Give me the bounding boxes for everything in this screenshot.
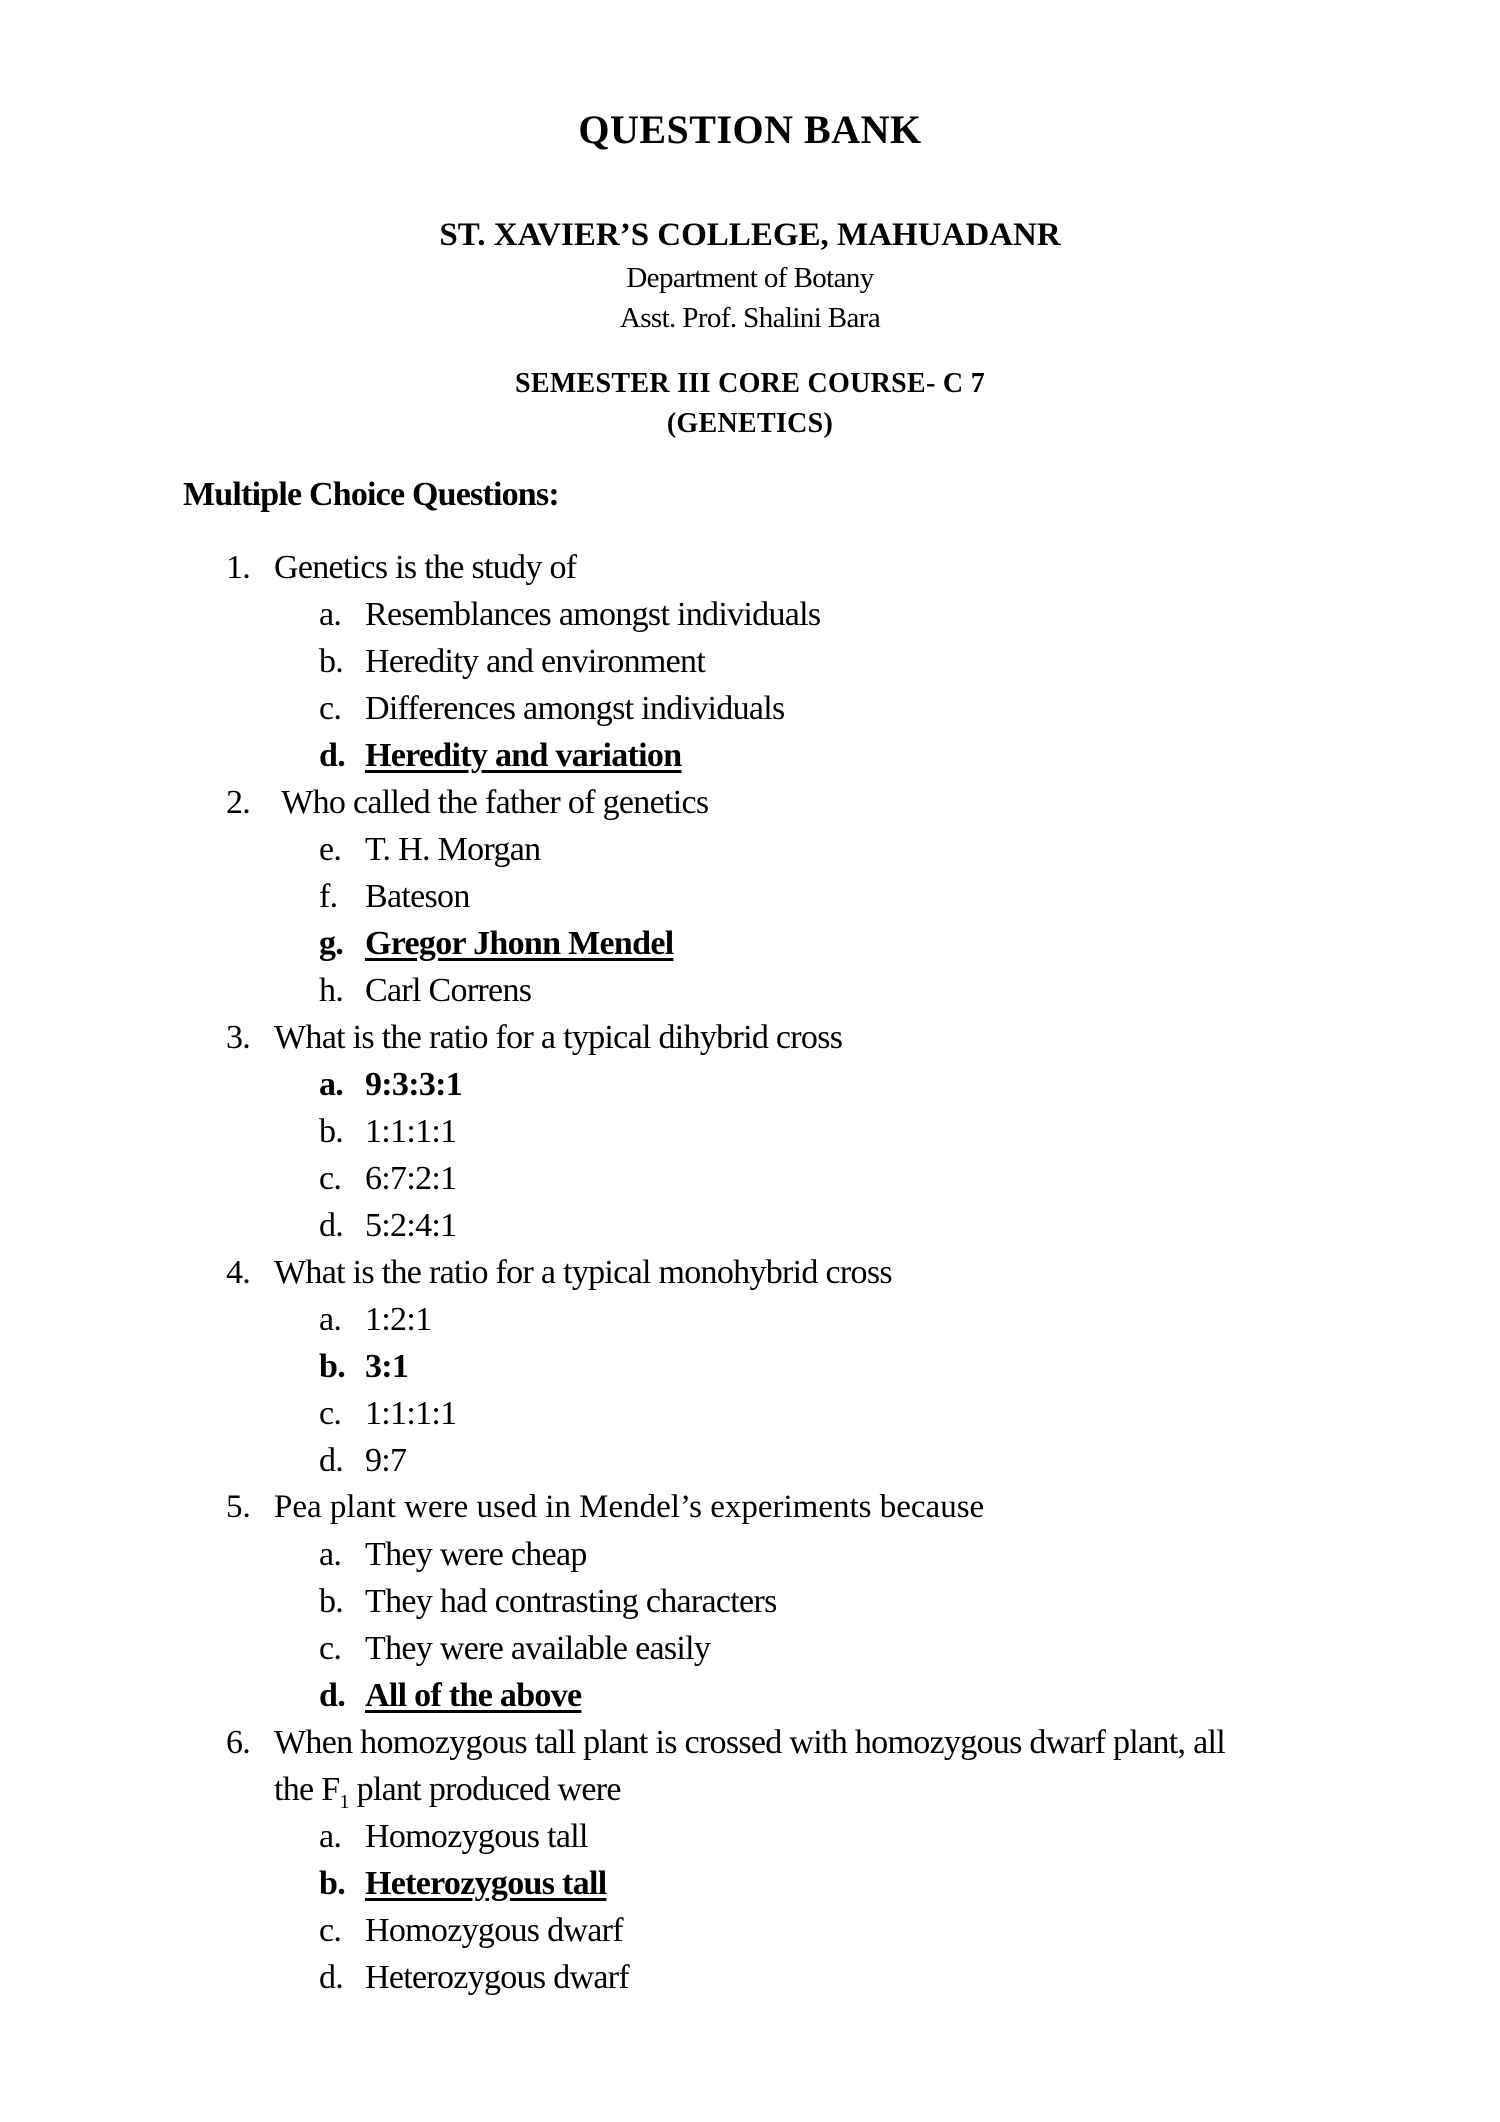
correct-option [0,732,1500,779]
option-letter: e. [319,831,342,868]
question-text: What is the ratio for a typical monohybrid cross [274,1254,892,1291]
option-text: They were cheap [365,1536,587,1573]
department: Department of Botany [626,262,874,294]
text-part: plant produced were [348,1771,621,1808]
correct-option [0,1343,1500,1390]
question [0,1484,1500,1531]
option-letter: b. [319,1583,344,1620]
option [0,685,1500,732]
correct-option [0,1672,1500,1719]
question-text: Pea plant were used in Mendel’s experiments because [274,1489,985,1525]
option-letter: d. [319,1959,344,1996]
option [0,1202,1500,1249]
question-text: What is the ratio for a typical dihybrid cross [274,1019,843,1056]
question-number: 3. [226,1019,251,1056]
option [0,638,1500,685]
option [0,1954,1500,2001]
option-text: 1:2:1 [365,1301,432,1338]
option-letter: h. [319,972,344,1009]
subscript: 1 [339,1790,349,1813]
question-text-continuation [0,1766,1500,1813]
option-letter: d. [319,1207,344,1244]
option-text: Bateson [365,878,470,915]
correct-option [0,1061,1500,1108]
option-text: Heterozygous tall [365,1865,607,1902]
option-letter: a. [319,1301,342,1338]
option [0,1578,1500,1625]
option-letter: b. [319,1348,346,1385]
question [0,1014,1500,1061]
option-letter: f. [319,878,338,915]
text-part: the F [274,1771,340,1808]
option [0,873,1500,920]
option-text: Carl Correns [365,972,532,1009]
question-number: 4. [226,1254,251,1291]
option-text: Resemblances amongst individuals [365,596,821,633]
question-number: 6. [226,1724,251,1761]
question-text: Genetics is the study of [274,549,577,586]
option-letter: b. [319,1113,344,1150]
option-text: 5:2:4:1 [365,1207,457,1244]
subject-title: (GENETICS) [666,408,834,439]
question [0,544,1500,591]
option-text: 1:1:1:1 [365,1113,457,1150]
course-title: SEMESTER III CORE COURSE- C 7 [514,368,986,399]
section-heading: Multiple Choice Questions: [183,476,559,513]
option-letter: d. [319,1442,344,1479]
option-letter: d. [319,737,346,774]
option-text: Heterozygous dwarf [365,1959,630,1996]
option-letter: c. [319,1630,342,1667]
question-text-line2 [274,1766,621,1813]
question [0,1249,1500,1296]
question [0,779,1500,826]
option-text: Heredity and variation [365,737,682,774]
option [0,1531,1500,1578]
option-text: 6:7:2:1 [365,1160,457,1197]
option-letter: a. [319,1066,344,1103]
option-text: They were available easily [365,1630,711,1667]
option-text: 9:7 [365,1442,407,1479]
option-text: 1:1:1:1 [365,1395,457,1432]
option-text: Differences amongst individuals [365,690,785,727]
option [0,1155,1500,1202]
option [0,1625,1500,1672]
option [0,1390,1500,1437]
question-text: Who called the father of genetics [274,784,709,821]
option-letter: a. [319,1536,342,1573]
option [0,1437,1500,1484]
option-text: 9:3:3:1 [365,1066,463,1103]
correct-option [0,1860,1500,1907]
option-letter: b. [319,1865,346,1902]
option-letter: b. [319,643,344,680]
option-text: T. H. Morgan [365,831,541,868]
option-text: Homozygous dwarf [365,1912,623,1949]
option-letter: a. [319,596,342,633]
option-text: All of the above [365,1677,582,1714]
option [0,1813,1500,1860]
option-letter: a. [319,1818,342,1855]
option [0,967,1500,1014]
correct-option [0,920,1500,967]
option-letter: c. [319,1395,342,1432]
option-text: Heredity and environment [365,643,706,680]
question-list [0,544,1500,2001]
option-letter: c. [319,1912,342,1949]
option-text: Gregor Jhonn Mendel [365,925,674,962]
question [0,1719,1500,1766]
option-text: They had contrasting characters [365,1583,777,1620]
question-number: 2. [226,784,251,821]
option [0,826,1500,873]
question-number: 5. [226,1489,251,1525]
option-letter: d. [319,1677,346,1714]
option-letter: g. [319,925,344,962]
question-number: 1. [226,549,251,586]
option-letter: c. [319,690,342,727]
option [0,1907,1500,1954]
question-text: When homozygous tall plant is crossed with homozygous dwarf plant, all [274,1724,1225,1761]
option-text: 3:1 [365,1348,409,1385]
option [0,591,1500,638]
option-letter: c. [319,1160,342,1197]
option [0,1296,1500,1343]
option [0,1108,1500,1155]
professor: Asst. Prof. Shalini Bara [619,302,881,334]
option-text: Homozygous tall [365,1818,588,1855]
document-title: QUESTION BANK [578,107,922,152]
college-name: ST. XAVIER’S COLLEGE, MAHUADANR [439,217,1061,253]
